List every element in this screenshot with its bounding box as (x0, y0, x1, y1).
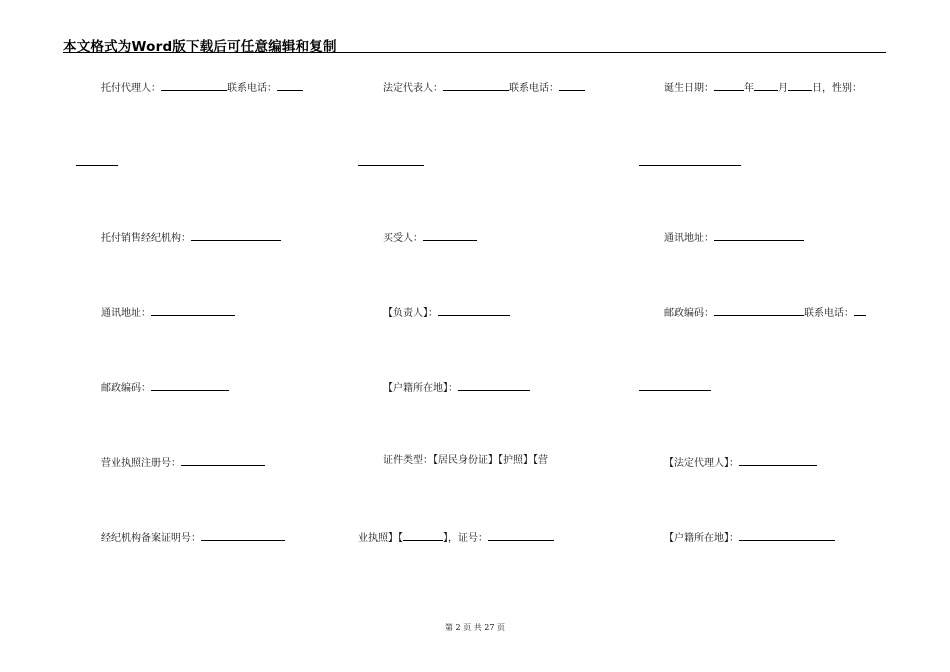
legal-rep-blank[interactable] (443, 80, 509, 91)
personal-phone-blank[interactable] (854, 305, 866, 316)
person-in-charge-label: 【负责人】： (383, 308, 438, 319)
legal-rep-phone-blank[interactable] (559, 80, 585, 91)
year-unit: 年 (744, 83, 754, 94)
id-number-label: 】，证号： (443, 533, 488, 544)
id-type-label: 证件类型：【居民身份证】【护照】【营 (383, 455, 548, 466)
agent-phone-label: 联系电话： (227, 83, 277, 94)
legal-guardian-line (639, 455, 817, 470)
buyer-label: 买受人： (383, 233, 423, 244)
agency-record-blank[interactable] (201, 530, 285, 541)
personal-address-label: 通讯地址： (664, 233, 714, 244)
agency-postcode-label: 邮政编码： (101, 383, 151, 394)
buyer-blank[interactable] (423, 230, 477, 241)
month-unit: 月 (778, 83, 788, 94)
legal-guardian-label: 【法定代理人】： (664, 458, 739, 469)
page-number: 第 2 页 共 27 页 (445, 623, 505, 632)
agency-address-label: 通讯地址： (101, 308, 151, 319)
birth-year-blank[interactable] (714, 80, 744, 91)
personal-postcode-blank[interactable] (714, 305, 804, 316)
birth-month-blank[interactable] (754, 80, 778, 91)
sales-agency-label: 托付销售经纪机构： (101, 233, 191, 244)
agent-blank[interactable] (161, 80, 227, 91)
guardian-domicile-line (639, 530, 835, 545)
id-number-line (358, 530, 554, 545)
personal-phone-label: 联系电话： (804, 308, 854, 319)
sales-agency-line (76, 230, 281, 245)
agent-label: 托付代理人： (101, 83, 161, 94)
id-type-continuation: 业执照】【 (358, 533, 403, 544)
personal-postcode-label: 邮政编码： (664, 308, 714, 319)
header-divider (63, 52, 886, 53)
birth-day-blank[interactable] (788, 80, 812, 91)
buyer-domicile-label: 【户籍所在地】： (383, 383, 458, 394)
agent-line (76, 80, 303, 95)
person-in-charge-blank[interactable] (438, 305, 510, 316)
gender-blank[interactable] (639, 155, 741, 166)
buyer-line (358, 230, 477, 245)
birth-date-label: 诞生日期： (664, 83, 714, 94)
agent-phone-blank-cont[interactable] (76, 155, 118, 166)
personal-address-line (639, 230, 804, 245)
guardian-domicile-blank[interactable] (739, 530, 835, 541)
personal-address-blank[interactable] (714, 230, 804, 241)
personal-phone-blank-cont[interactable] (639, 380, 711, 391)
legal-rep-label: 法定代表人： (383, 83, 443, 94)
id-type-other-blank[interactable] (403, 530, 443, 541)
agency-postcode-line (76, 380, 229, 395)
personal-phone-continuation-line (639, 380, 711, 395)
guardian-domicile-label: 【户籍所在地】： (664, 533, 739, 544)
agency-address-line (76, 305, 235, 320)
document-title: 本文格式为Word版下载后可任意编辑和复制 (63, 39, 337, 55)
legal-guardian-blank[interactable] (739, 455, 817, 466)
agency-address-blank[interactable] (151, 305, 235, 316)
buyer-domicile-line (358, 380, 530, 395)
legal-rep-phone-blank-cont[interactable] (358, 155, 424, 166)
day-gender-label: 日，性别： (812, 83, 862, 94)
agent-continuation-line (76, 155, 118, 170)
license-number-line (76, 455, 265, 470)
gender-continuation-line (639, 155, 741, 170)
personal-postcode-line (639, 305, 866, 320)
agent-phone-blank[interactable] (277, 80, 303, 91)
id-number-blank[interactable] (488, 530, 554, 541)
legal-rep-continuation-line (358, 155, 424, 170)
sales-agency-blank[interactable] (191, 230, 281, 241)
legal-rep-phone-label: 联系电话： (509, 83, 559, 94)
agency-record-label: 经纪机构备案证明号： (101, 533, 201, 544)
legal-rep-line (358, 80, 585, 95)
birth-date-line (639, 80, 862, 95)
license-number-label: 营业执照注册号： (101, 458, 181, 469)
id-type-line (358, 455, 548, 467)
agency-record-line (76, 530, 285, 545)
agency-postcode-blank[interactable] (151, 380, 229, 391)
buyer-domicile-blank[interactable] (458, 380, 530, 391)
license-number-blank[interactable] (181, 455, 265, 466)
person-in-charge-line (358, 305, 510, 320)
